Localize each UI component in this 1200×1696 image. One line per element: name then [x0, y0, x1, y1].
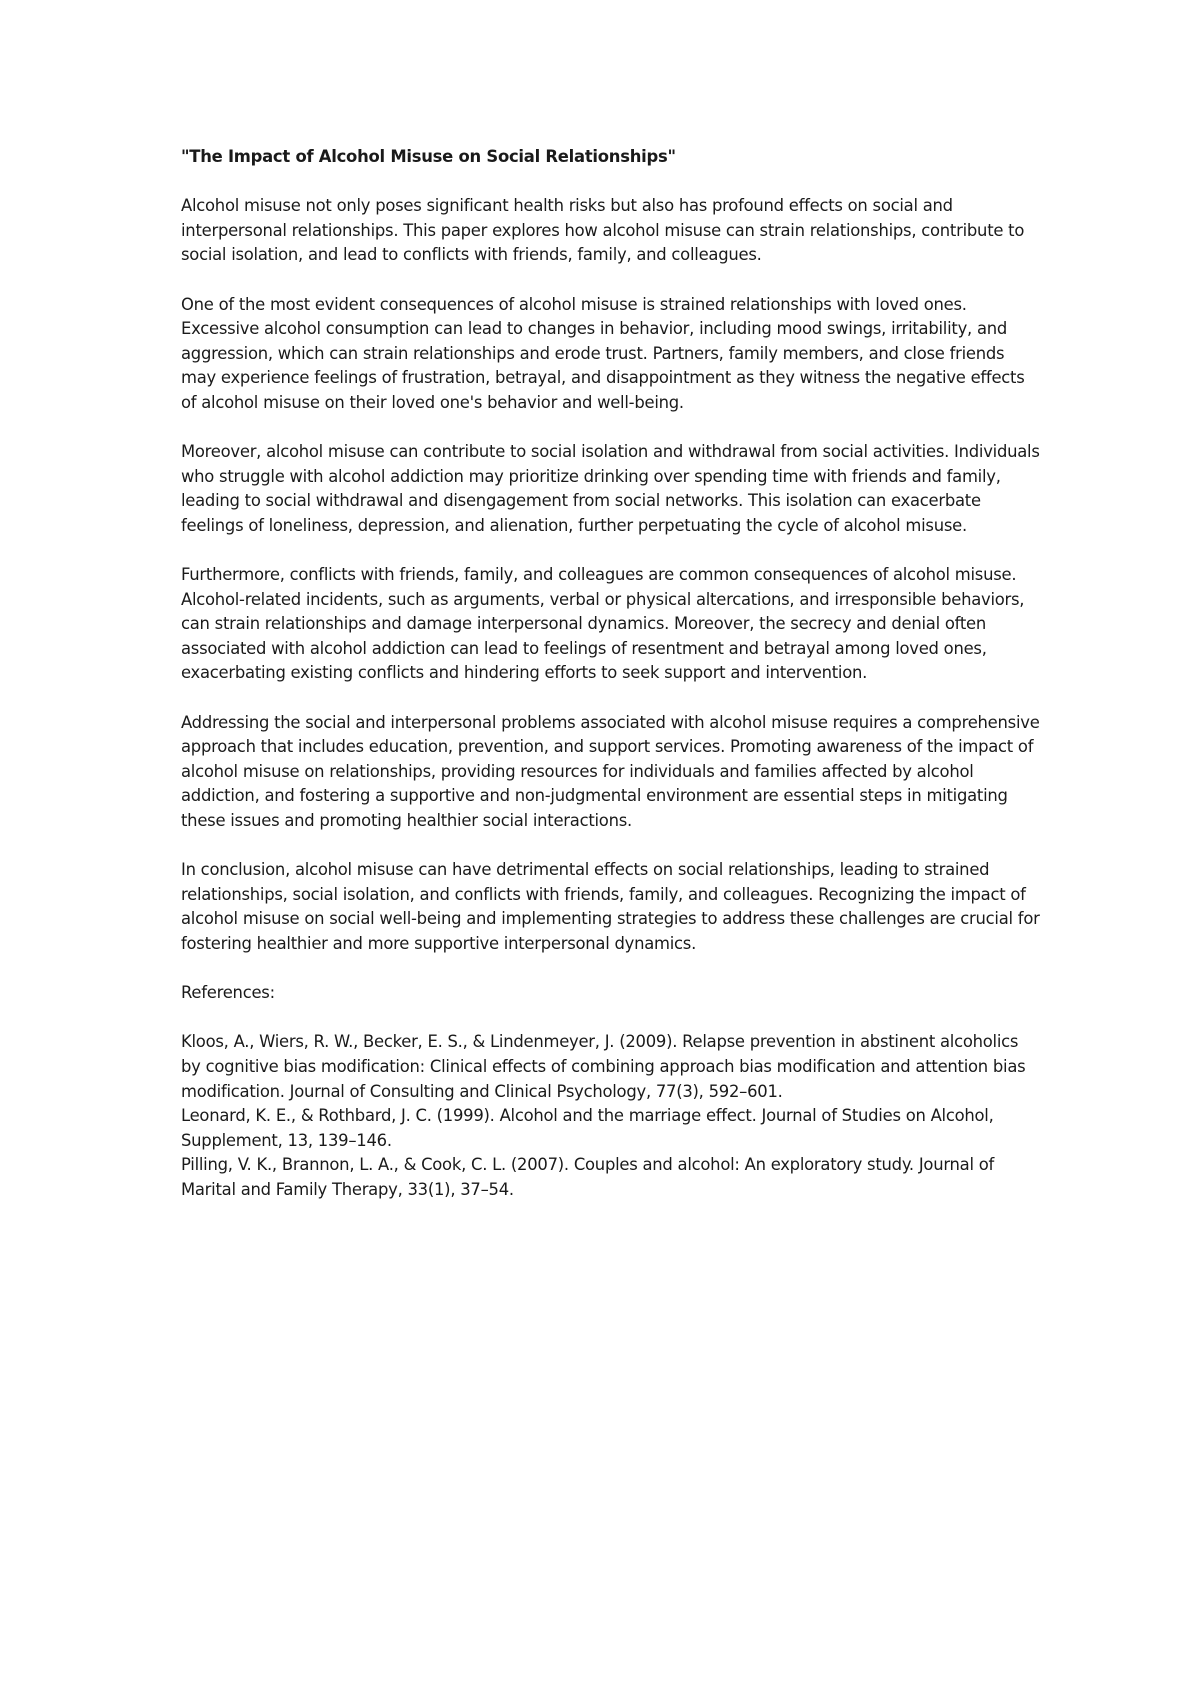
paragraph-introduction: Alcohol misuse not only poses significant health risks but also has profound effects on social and interpersonal relationships. This paper explores how alcohol misuse can strain relationships, contribute to social isolation, and lead to conflicts with friends, family, and colleagues.: [181, 196, 1025, 265]
reference-item: Pilling, V. K., Brannon, L. A., & Cook, C. L. (2007). Couples and alcohol: An exploratory study. Journal of Marital and Family Therapy, 33(1), 37–54.: [181, 1155, 995, 1199]
paragraph-addressing-problems: Addressing the social and interpersonal problems associated with alcohol misuse requires a comprehensive approach that includes education, prevention, and support services. Promoting awareness of the impact of alcohol misuse on relationships, providing resources for individuals and families affected by alcohol addiction, and fostering a supportive and non-judgmental environment are essential steps in mitigating these issues and promoting healthier social interactions.: [181, 712, 1040, 831]
reference-item: Leonard, K. E., & Rothbard, J. C. (1999). Alcohol and the marriage effect. Journal of Studies on Alcohol, Supplement, 13, 139–146.: [181, 1106, 994, 1150]
references-list: [181, 1030, 1041, 1202]
document-title: "The Impact of Alcohol Misuse on Social Relationships": [181, 147, 676, 166]
paragraph-strained-relationships: One of the most evident consequences of alcohol misuse is strained relationships with loved ones. Excessive alcohol consumption can lead to changes in behavior, including mood swings, irritability, and aggression, which can strain relationships and erode trust. Partners, family members, and close friends may experience feelings of frustration, betrayal, and disappointment as they witness the negative effects of alcohol misuse on their loved one's behavior and well-being.: [181, 294, 1025, 412]
paragraph-conclusion: In conclusion, alcohol misuse can have detrimental effects on social relationships, leading to strained relationships, social isolation, and conflicts with friends, family, and colleagues. Recognizing the impact of alcohol misuse on social well-being and implementing strategies to address these challenges are crucial for fostering healthier and more supportive interpersonal dynamics.: [181, 860, 1040, 953]
references-heading: References:: [181, 983, 275, 1003]
document-body: [181, 145, 1041, 1203]
paragraph-social-isolation: Moreover, alcohol misuse can contribute to social isolation and withdrawal from social activities. Individuals who struggle with alcohol addiction may prioritize drinking over spending time with friends and family, leading to social withdrawal and disengagement from social networks. This isolation can exacerbate feelings of loneliness, depression, and alienation, further perpetuating the cycle of alcohol misuse.: [181, 442, 1040, 535]
reference-item: Kloos, A., Wiers, R. W., Becker, E. S., & Lindenmeyer, J. (2009). Relapse prevention in abstinent alcoholics by cognitive bias modification: Clinical effects of combining approach bias modification and attention bias modification. Journal of Consulting and Clinical Psychology, 77(3), 592–601.: [181, 1032, 1026, 1101]
paragraph-conflicts: Furthermore, conflicts with friends, family, and colleagues are common consequences of alcohol misuse. Alcohol-related incidents, such as arguments, verbal or physical altercations, and irresponsible behaviors, can strain relationships and damage interpersonal dynamics. Moreover, the secrecy and denial often associated with alcohol addiction can lead to feelings of resentment and betrayal among loved ones, exacerbating existing conflicts and hindering efforts to seek support and intervention.: [181, 565, 1025, 683]
